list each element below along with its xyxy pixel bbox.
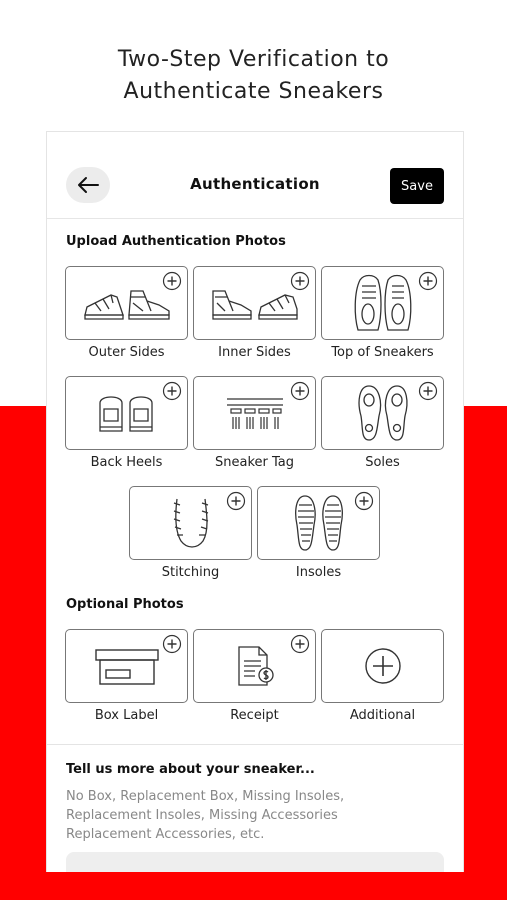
tile-insoles[interactable] [257, 486, 380, 580]
photo-slot[interactable] [193, 266, 316, 340]
photo-slot[interactable] [321, 629, 444, 703]
sneaker-tag-icon [225, 393, 285, 433]
sneakers-top-icon [350, 272, 416, 334]
insoles-icon [292, 493, 346, 553]
tile-back-heels[interactable] [65, 376, 188, 470]
section-divider [47, 744, 463, 745]
add-photo-icon[interactable] [290, 381, 310, 401]
top-bar [47, 132, 463, 219]
sneakers-heels-icon [96, 391, 158, 435]
add-photo-icon[interactable] [290, 634, 310, 654]
plus-circle-icon[interactable] [363, 646, 403, 686]
photo-slot[interactable] [65, 629, 188, 703]
photo-slot[interactable] [65, 376, 188, 450]
tile-label: Sneaker Tag [214, 455, 294, 470]
optional-section-title: Optional Photos [66, 597, 184, 612]
hint-line: Replacement Accessories, etc. [66, 827, 265, 842]
tile-label: Additional [349, 708, 416, 723]
tile-label: Top of Sneakers [331, 345, 434, 360]
box-icon [94, 646, 160, 686]
sneaker-notes-input[interactable] [66, 852, 444, 872]
add-photo-icon[interactable] [162, 271, 182, 291]
tile-stitching[interactable] [129, 486, 252, 580]
headline-line-1: Two-Step Verification to [117, 47, 390, 72]
add-photo-icon[interactable] [418, 271, 438, 291]
tile-box-label[interactable] [65, 629, 188, 723]
tile-inner-sides[interactable] [193, 266, 316, 360]
tile-outer-sides[interactable] [65, 266, 188, 360]
tile-label: Insoles [295, 565, 342, 580]
tile-label: Receipt [230, 708, 279, 723]
photo-slot[interactable] [193, 629, 316, 703]
tile-top-of-sneakers[interactable] [321, 266, 444, 360]
add-photo-icon[interactable] [418, 381, 438, 401]
photo-slot[interactable] [65, 266, 188, 340]
add-photo-icon[interactable] [226, 491, 246, 511]
photo-slot[interactable] [129, 486, 252, 560]
page-title: Authentication [190, 175, 320, 193]
tile-label: Outer Sides [88, 345, 165, 360]
photo-slot[interactable] [321, 376, 444, 450]
tile-soles[interactable] [321, 376, 444, 470]
photo-slot[interactable] [193, 376, 316, 450]
upload-section-title: Upload Authentication Photos [66, 234, 286, 249]
tile-additional[interactable] [321, 629, 444, 723]
save-button[interactable]: Save [390, 168, 444, 204]
soles-icon [355, 382, 411, 444]
tile-receipt[interactable] [193, 629, 316, 723]
hint-line: No Box, Replacement Box, Missing Insoles, [66, 789, 345, 804]
photo-slot[interactable] [257, 486, 380, 560]
add-photo-icon[interactable] [290, 271, 310, 291]
add-photo-icon[interactable] [162, 634, 182, 654]
sneakers-inner-sides-icon [209, 283, 301, 323]
photo-slot[interactable] [321, 266, 444, 340]
tile-label: Box Label [94, 708, 159, 723]
hint-line: Replacement Insoles, Missing Accessories [66, 808, 338, 823]
tile-label: Back Heels [90, 455, 163, 470]
sneaker-details-title: Tell us more about your sneaker... [66, 762, 315, 777]
tile-sneaker-tag[interactable] [193, 376, 316, 470]
receipt-icon [233, 645, 277, 687]
tile-label: Stitching [161, 565, 220, 580]
stitching-icon [171, 495, 211, 551]
sneakers-outer-sides-icon [81, 283, 173, 323]
add-photo-icon[interactable] [354, 491, 374, 511]
add-photo-icon[interactable] [162, 381, 182, 401]
tile-label: Soles [365, 455, 400, 470]
app-screen [46, 131, 464, 872]
promo-headline [0, 44, 507, 108]
tile-label: Inner Sides [218, 345, 291, 360]
sneaker-details-hint [66, 787, 426, 844]
headline-line-2: Authenticate Sneakers [123, 79, 384, 104]
